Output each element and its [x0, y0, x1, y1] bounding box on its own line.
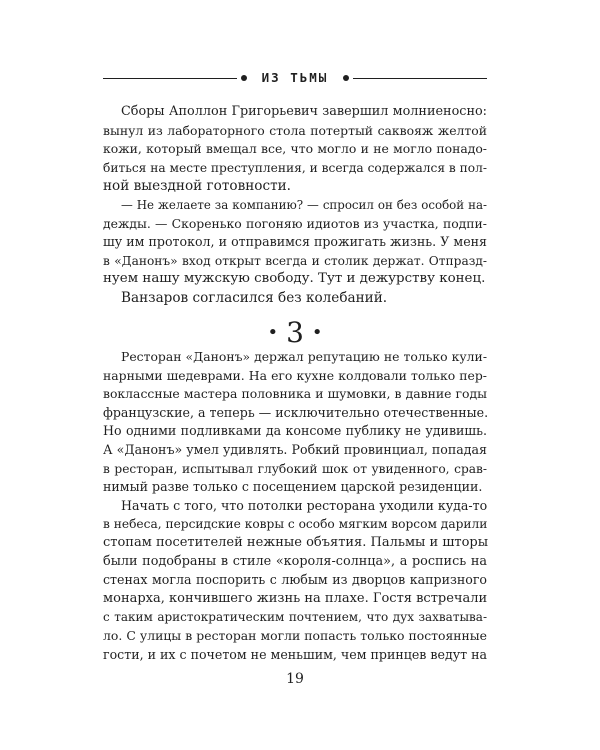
- text-line: монарха, кончившего жизнь на плахе. Гостя встречали: [103, 590, 488, 606]
- section-1-text: [103, 103, 487, 308]
- chapter-bullet-right: •: [311, 321, 323, 343]
- section-2-text: [103, 348, 487, 664]
- text-line: с таким аристократическим почтением, что дух захватыва-: [103, 610, 487, 625]
- text-line: нимый разве только с посещением царской резиденции.: [103, 479, 483, 495]
- running-header-title: ИЗ ТЬМЫ: [261, 70, 329, 85]
- header-rule-right: [353, 78, 487, 79]
- text-line: Ванзаров согласился без колебаний.: [121, 289, 388, 306]
- header-dot-left: [241, 75, 247, 81]
- text-line: были подобраны в стиле «короля-солнца», а роспись на: [103, 553, 487, 569]
- text-line: стенах могла поспорить с любым из дворцов капризного: [103, 572, 487, 588]
- text-line: в ресторан, испытывал глубокий шок от увиденного, срав-: [103, 461, 487, 476]
- text-line: в «Данонъ» вход открыт всегда и столик держат. Отпразд-: [103, 253, 487, 268]
- header-rule-left: [103, 78, 237, 79]
- text-line: стопам посетителей нежные объятия. Пальмы и шторы: [103, 534, 489, 550]
- text-line: — Не желаете за компанию? — спросил он без особой на-: [121, 197, 487, 212]
- text-line: воклассные мастера половника и шумовки, в давние годы: [103, 386, 487, 402]
- text-line: Начать с того, что потолки ресторана уходили куда-то: [121, 497, 488, 513]
- text-line: Ресторан «Данонъ» держал репутацию не только кули-: [121, 349, 487, 364]
- text-line: А «Данонъ» умел удивлять. Робкий провинциал, попадая: [103, 441, 487, 457]
- text-line: шу им протокол, и отправимся прожигать жизнь. У меня: [103, 234, 487, 250]
- page-number: 19: [286, 671, 304, 687]
- text-line: вынул из лабораторного стола потертый саквояж желтой: [103, 122, 487, 138]
- text-line: ло. С улицы в ресторан могли попасть только постоянные: [103, 627, 487, 643]
- text-line: гости, и их с почетом не меньшим, чем принцев ведут на: [103, 646, 487, 662]
- text-line: дежды. — Скоренько погоняю идиотов из участка, подпи-: [103, 215, 487, 231]
- chapter-heading: [103, 318, 487, 350]
- text-line: в небеса, персидские ковры с особо мягким ворсом дарили: [103, 517, 488, 532]
- chapter-bullet-left: •: [267, 321, 279, 343]
- chapter-number: 3: [286, 316, 304, 349]
- text-line: Но одними подливками да консоме публику не удивишь.: [103, 423, 487, 439]
- text-line: французские, а теперь — исключительно отечественные.: [103, 404, 489, 420]
- text-line: биться на месте преступления, и всегда содержался в пол-: [103, 160, 487, 175]
- text-line: кожи, который вмещал все, что могло и не могло понадо-: [103, 141, 487, 157]
- header-dot-right: [343, 75, 349, 81]
- text-line: Сборы Аполлон Григорьевич завершил молниеносно:: [121, 104, 487, 119]
- text-line: ной выездной готовности.: [103, 178, 291, 195]
- text-line: нуем нашу мужскую свободу. Тут и дежурству конец.: [103, 271, 486, 287]
- text-line: нарными шедеврами. На его кухне колдовали только пер-: [103, 367, 487, 383]
- running-header: [103, 70, 487, 86]
